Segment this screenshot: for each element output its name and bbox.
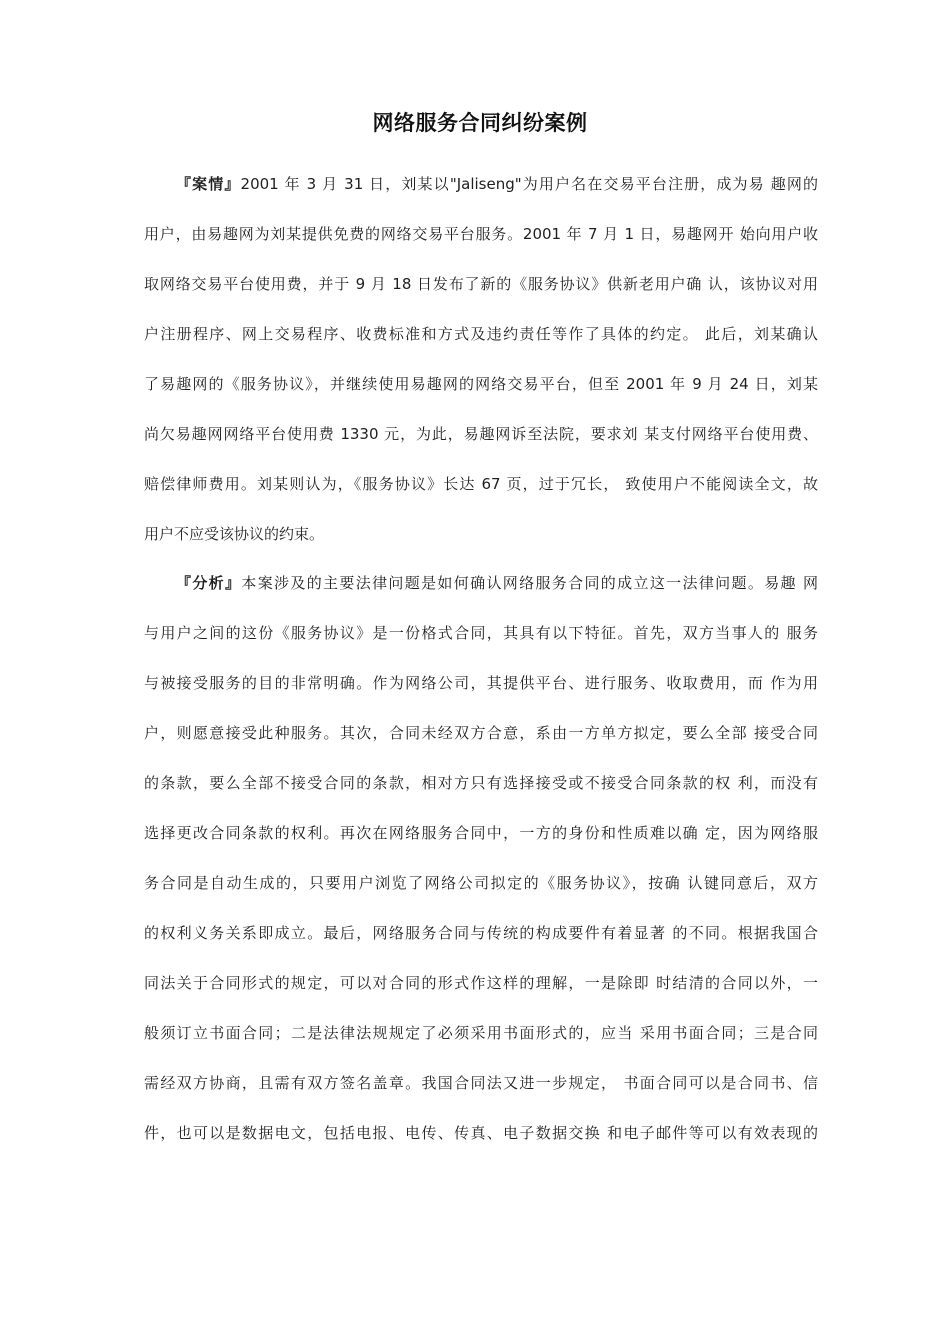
paragraph-line: 用户，由易趣网为刘某提供免费的网络交易平台服务。2001 年 7 月 1 日，易趣网开 始向用户收 bbox=[144, 225, 818, 243]
paragraph-text: 本案涉及的主要法律问题是如何确认网络服务合同的成立这一法律问题。易趣 网 bbox=[241, 574, 818, 592]
paragraph-line: 用户不应受该协议的约束。 bbox=[144, 525, 325, 543]
paragraph-line bbox=[176, 174, 818, 194]
paragraph-line: 与被接受服务的目的非常明确。作为网络公司，其提供平台、进行服务、收取费用，而 作为用 bbox=[144, 674, 818, 692]
paragraph-line: 与用户之间的这份《服务协议》是一份格式合同，其具有以下特征。首先，双方当事人的 服务 bbox=[144, 624, 818, 642]
paragraph-line bbox=[176, 573, 818, 593]
paragraph-line: 了易趣网的《服务协议》，并继续使用易趣网的网络交易平台，但至 2001 年 9 月 24 日，刘某 bbox=[144, 375, 818, 393]
document-title: 网络服务合同纠纷案例 bbox=[372, 111, 588, 135]
paragraph-line: 取网络交易平台使用费，并于 9 月 18 日发布了新的《服务协议》供新老用户确 认，该协议对用 bbox=[144, 275, 818, 293]
paragraph-line: 赔偿律师费用。刘某则认为，《服务协议》长达 67 页，过于冗长， 致使用户不能阅读全文，故 bbox=[144, 475, 818, 493]
paragraph-line: 般须订立书面合同；二是法律法规规定了必须采用书面形式的，应当 采用书面合同；三是合同 bbox=[144, 1024, 818, 1042]
paragraph-line: 的条款，要么全部不接受合同的条款，相对方只有选择接受或不接受合同条款的权 利，而没有 bbox=[144, 774, 818, 792]
paragraph-line: 尚欠易趣网网络平台使用费 1330 元，为此，易趣网诉至法院，要求刘 某支付网络平台使用费、 bbox=[144, 425, 818, 443]
paragraph-line: 需经双方协商，且需有双方签名盖章。我国合同法又进一步规定， 书面合同可以是合同书、信 bbox=[144, 1074, 818, 1092]
paragraph-line: 务合同是自动生成的，只要用户浏览了网络公司拟定的《服务协议》，按确 认键同意后，双方 bbox=[144, 874, 818, 892]
paragraph-line: 的权利义务关系即成立。最后，网络服务合同与传统的构成要件有着显著 的不同。根据我国合 bbox=[144, 924, 818, 942]
paragraph-line: 同法关于合同形式的规定，可以对合同的形式作这样的理解，一是除即 时结清的合同以外，一 bbox=[144, 974, 818, 992]
paragraph-line: 选择更改合同条款的权利。再次在网络服务合同中，一方的身份和性质难以确 定，因为网络服 bbox=[144, 824, 818, 842]
case-facts-marker: 『案情』 bbox=[176, 175, 241, 193]
paragraph-line: 户注册程序、网上交易程序、收费标准和方式及违约责任等作了具体的约定。 此后，刘某确认 bbox=[144, 325, 818, 343]
analysis-marker: 『分析』 bbox=[176, 574, 242, 592]
paragraph-line: 户，则愿意接受此种服务。其次，合同未经双方合意，系由一方单方拟定，要么全部 接受合同 bbox=[144, 724, 818, 742]
paragraph-line: 件，也可以是数据电文，包括电报、电传、传真、电子数据交换 和电子邮件等可以有效表现的 bbox=[144, 1124, 818, 1142]
paragraph-text: 2001 年 3 月 31 日，刘某以"Jaliseng"为用户名在交易平台注册，成为易 趣网的 bbox=[240, 175, 818, 193]
